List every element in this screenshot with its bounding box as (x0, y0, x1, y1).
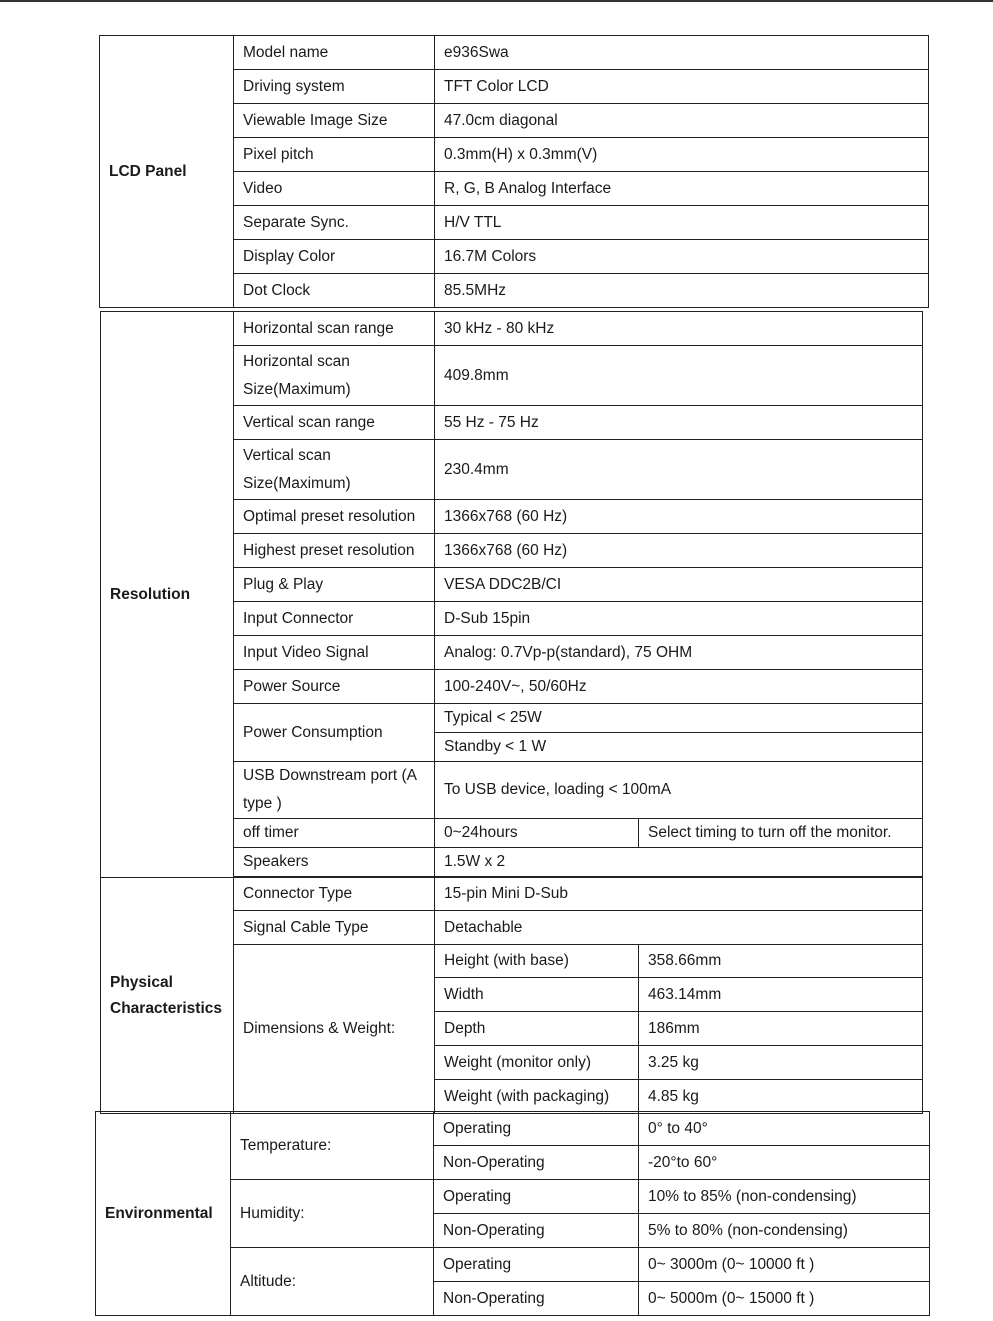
spec-value: 230.4mm (435, 440, 923, 500)
spec-value: 100-240V~, 50/60Hz (435, 670, 923, 704)
spec-value: D-Sub 15pin (435, 602, 923, 636)
env-value: 10% to 85% (non-condensing) (639, 1180, 930, 1214)
spec-label: Display Color (234, 240, 435, 274)
lcd-panel-table (99, 35, 929, 308)
env-condition: Non-Operating (434, 1214, 639, 1248)
spec-label: off timer (234, 819, 435, 848)
dim-value: 4.85 kg (639, 1080, 923, 1114)
dim-label: Height (with base) (435, 945, 639, 978)
spec-label: Input Connector (234, 602, 435, 636)
env-label: Altitude: (231, 1248, 434, 1316)
spec-value: 0~24hours (435, 819, 639, 848)
dim-label: Width (435, 978, 639, 1012)
spec-label: Pixel pitch (234, 138, 435, 172)
top-rule (0, 0, 993, 2)
spec-value: Detachable (435, 911, 923, 945)
env-value: -20°to 60° (639, 1146, 930, 1180)
table-row (101, 312, 923, 346)
spec-value: 409.8mm (435, 346, 923, 406)
spec-label: Highest preset resolution (234, 534, 435, 568)
spec-value: 47.0cm diagonal (435, 104, 929, 138)
env-condition: Operating (434, 1180, 639, 1214)
env-condition: Non-Operating (434, 1282, 639, 1316)
table-row (96, 1112, 930, 1146)
spec-label: Video (234, 172, 435, 206)
spec-value: 55 Hz - 75 Hz (435, 406, 923, 440)
spec-value: To USB device, loading < 100mA (435, 762, 923, 819)
spec-value: TFT Color LCD (435, 70, 929, 104)
dim-label: Depth (435, 1012, 639, 1046)
spec-label: Driving system (234, 70, 435, 104)
env-value: 0~ 5000m (0~ 15000 ft ) (639, 1282, 930, 1316)
spec-value: 15-pin Mini D-Sub (435, 878, 923, 911)
dim-label: Weight (with packaging) (435, 1080, 639, 1114)
spec-label: Optimal preset resolution (234, 500, 435, 534)
spec-label: Dimensions & Weight: (234, 945, 435, 1114)
spec-value: 1.5W x 2 (435, 848, 923, 877)
spec-value: VESA DDC2B/CI (435, 568, 923, 602)
spec-label: Power Consumption (234, 704, 435, 762)
table-row (101, 878, 923, 911)
spec-value: Standby < 1 W (435, 733, 923, 762)
section-physical: Physical Characteristics (101, 878, 234, 1114)
env-condition: Operating (434, 1248, 639, 1282)
spec-value: 30 kHz - 80 kHz (435, 312, 923, 346)
spec-value: H/V TTL (435, 206, 929, 240)
spec-label: Horizontal scan range (234, 312, 435, 346)
env-value: 5% to 80% (non-condensing) (639, 1214, 930, 1248)
spec-label: Connector Type (234, 878, 435, 911)
section-lcd-panel: LCD Panel (100, 36, 234, 308)
env-label: Humidity: (231, 1180, 434, 1248)
resolution-physical-table (100, 311, 923, 1114)
spec-value: Typical < 25W (435, 704, 923, 733)
spec-label: Dot Clock (234, 274, 435, 308)
spec-value: Analog: 0.7Vp-p(standard), 75 OHM (435, 636, 923, 670)
env-condition: Operating (434, 1112, 639, 1146)
env-value: 0~ 3000m (0~ 10000 ft ) (639, 1248, 930, 1282)
env-value: 0° to 40° (639, 1112, 930, 1146)
spec-label: USB Downstream port (A type ) (234, 762, 435, 819)
spec-note: Select timing to turn off the monitor. (639, 819, 923, 848)
dim-label: Weight (monitor only) (435, 1046, 639, 1080)
table-row (100, 36, 929, 70)
spec-value: 1366x768 (60 Hz) (435, 500, 923, 534)
spec-value: R, G, B Analog Interface (435, 172, 929, 206)
spec-value: 0.3mm(H) x 0.3mm(V) (435, 138, 929, 172)
section-environmental: Environmental (96, 1112, 231, 1316)
spec-value: 85.5MHz (435, 274, 929, 308)
spec-label: Input Video Signal (234, 636, 435, 670)
spec-label: Separate Sync. (234, 206, 435, 240)
spec-label: Viewable Image Size (234, 104, 435, 138)
spec-label: Vertical scan Size(Maximum) (234, 440, 435, 500)
spec-label: Horizontal scan Size(Maximum) (234, 346, 435, 406)
dim-value: 358.66mm (639, 945, 923, 978)
dim-value: 463.14mm (639, 978, 923, 1012)
section-resolution: Resolution (101, 312, 234, 878)
env-label: Temperature: (231, 1112, 434, 1180)
spec-value: 16.7M Colors (435, 240, 929, 274)
env-condition: Non-Operating (434, 1146, 639, 1180)
spec-label: Signal Cable Type (234, 911, 435, 945)
environmental-table (95, 1111, 930, 1316)
spec-label: Plug & Play (234, 568, 435, 602)
dim-value: 3.25 kg (639, 1046, 923, 1080)
spec-label: Vertical scan range (234, 406, 435, 440)
spec-label: Model name (234, 36, 435, 70)
spec-label: Power Source (234, 670, 435, 704)
spec-label: Speakers (234, 848, 435, 877)
dim-value: 186mm (639, 1012, 923, 1046)
spec-value: e936Swa (435, 36, 929, 70)
spec-value: 1366x768 (60 Hz) (435, 534, 923, 568)
